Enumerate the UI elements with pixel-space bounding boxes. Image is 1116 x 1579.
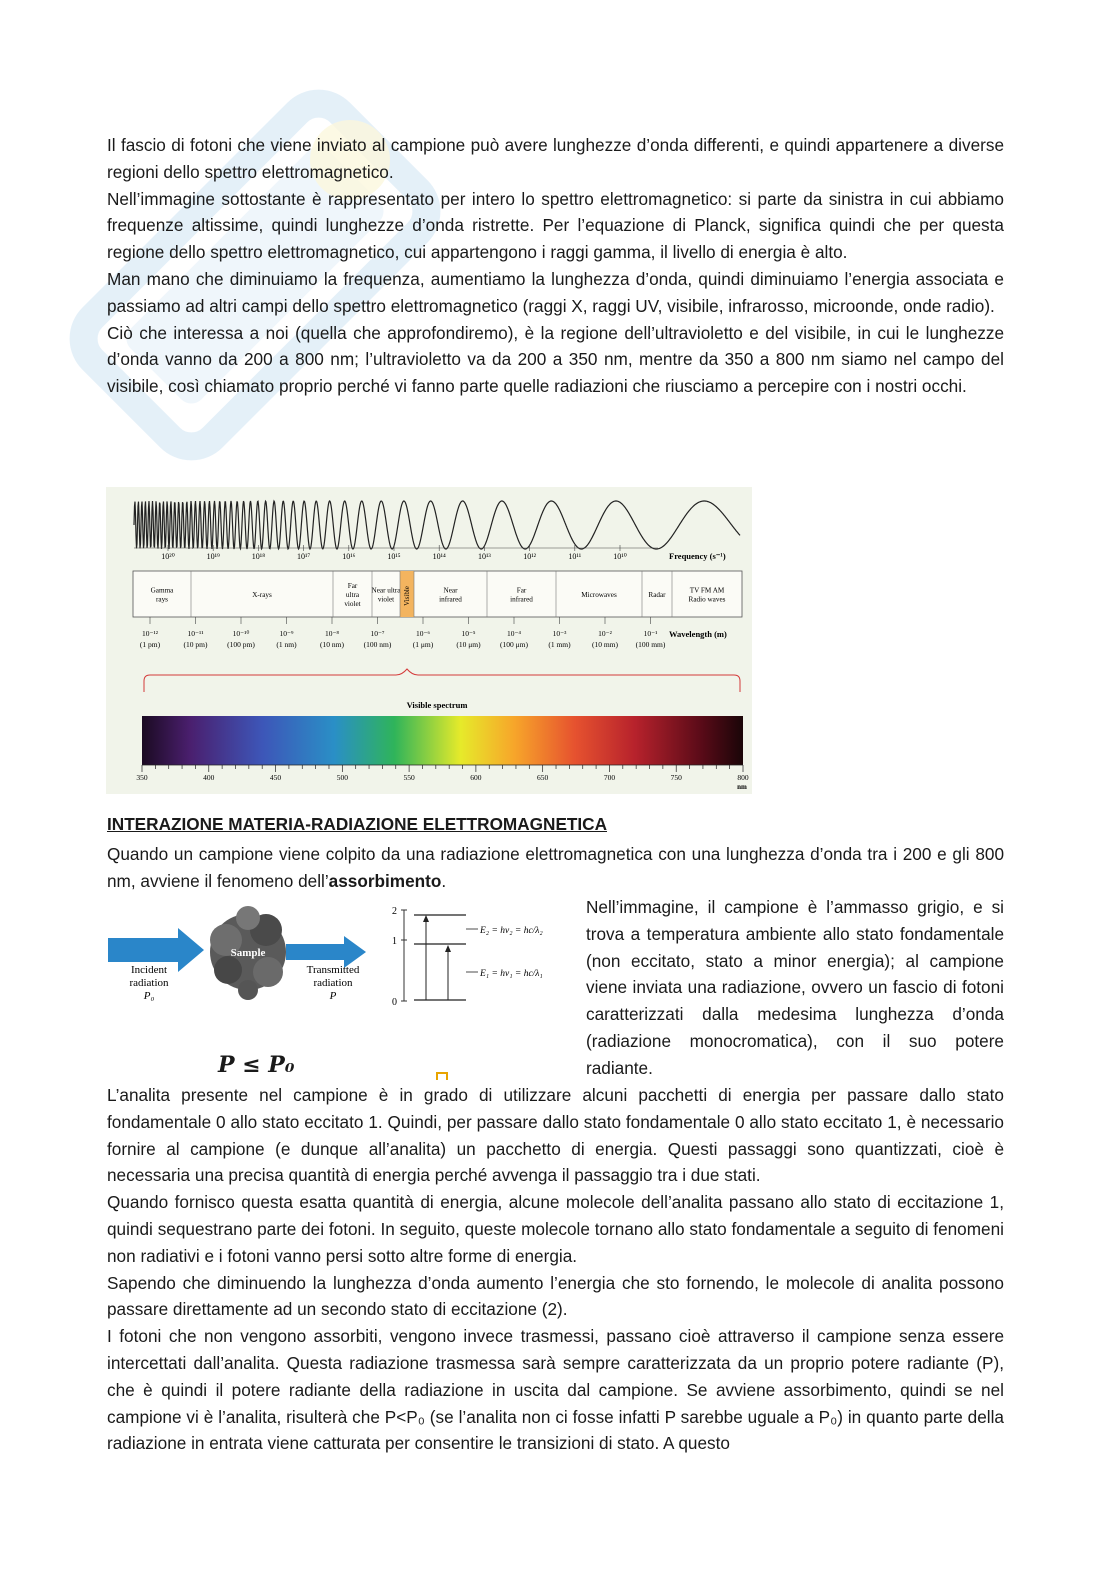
paragraph: Man mano che diminuiamo la frequenza, aumentiamo la lunghezza d’onda, quindi diminuiamo l’energia associata e passiamo ad altri campi dello spettro elettromagnetico (raggi X, raggi UV, visibile, infrarosso, microonde, onde radio). <box>107 268 1004 316</box>
wavelength-tick-label: 10⁻³ <box>552 629 567 638</box>
intro-paragraphs <box>107 132 1004 400</box>
region-label: Near infrared <box>439 586 462 604</box>
intro-end: . <box>441 870 447 891</box>
region-label: Far ultra violet <box>344 582 361 608</box>
nm-tick-label: 400 <box>203 773 215 782</box>
wavelength-unit-label: (10 nm) <box>320 640 344 649</box>
region-label: Near ultra violet <box>371 586 401 604</box>
sample-label: Sample <box>230 947 266 959</box>
section-heading: INTERAZIONE MATERIA-RADIAZIONE ELETTROMAGNETICA <box>107 814 608 834</box>
wavelength-tick-label: 10⁻⁸ <box>324 629 340 638</box>
em-spectrum-diagram <box>106 487 752 794</box>
visible-spectrum-bar <box>142 716 743 765</box>
transmitted-label: radiation <box>313 977 353 989</box>
wavelength-unit-label: (1 nm) <box>276 640 297 649</box>
wavelength-tick-label: 10⁻⁵ <box>461 629 476 638</box>
region-label: Microwaves <box>581 591 617 599</box>
wavelength-tick-label: 10⁻⁷ <box>370 629 385 638</box>
wave-curve <box>134 501 740 549</box>
wavelength-unit-label: (10 μm) <box>456 640 481 649</box>
wavelength-tick-label: 10⁻¹² <box>142 629 158 638</box>
wavelength-tick-label: 10⁻¹ <box>643 629 658 638</box>
paragraph: Quando fornisco questa esatta quantità di energia, alcune molecole dell’analita passano allo stato di eccitazione 1, quindi sequestrano parte dei fotoni. In seguito, queste molecole tornano allo stato fondamentale a seguito di fenomeni non radiativi e i fotoni vanno persi sotto altre forme di energia. <box>107 1192 1004 1266</box>
intro-text: Quando un campione viene colpito da una radiazione elettromagnetica con una lunghezza d’onda tra i 200 e gli 800 nm, avviene il fenomeno dell’ <box>107 844 1004 891</box>
body-paragraphs <box>107 1082 1004 1457</box>
nm-tick-label: 450 <box>269 773 282 782</box>
region-label: Visible <box>403 586 411 606</box>
level-label: 1 <box>392 936 397 947</box>
wavelength-tick-label: 10⁻¹⁰ <box>232 629 250 638</box>
frequency-tick-label: 10¹⁸ <box>251 552 265 561</box>
intro-absorption-paragraph <box>107 841 1004 895</box>
wavelength-tick-label: 10⁻⁶ <box>415 629 431 638</box>
frequency-axis-label: Frequency (s⁻¹) <box>669 551 726 561</box>
bracket-marker-icon <box>436 1072 448 1080</box>
paragraph: Nell’immagine sottostante è rappresentato per intero lo spettro elettromagnetico: si parte da sinistra in cui abbiamo frequenze altissime, quindi lunghezze d’onda ristrette. Per l’equazione di Planck, significa quindi che per questa regione dello spettro elettromagnetico, cui appartengono i raggi gamma, il livello di energia è alto. <box>107 188 1004 263</box>
incident-label: radiation <box>129 977 169 989</box>
wavelength-unit-label: (100 nm) <box>363 640 392 649</box>
nm-tick-label: 550 <box>403 773 415 782</box>
nm-unit-label: nm <box>737 783 747 791</box>
transmitted-label: Transmitted <box>306 964 360 976</box>
region-label: Far infrared <box>510 586 533 604</box>
wavelength-tick-label: 10⁻² <box>598 629 612 638</box>
transmitted-power: P <box>329 990 337 1002</box>
frequency-tick-label: 10¹⁶ <box>342 552 356 561</box>
wavelength-unit-label: (100 μm) <box>500 640 528 649</box>
frequency-tick-label: 10¹¹ <box>568 552 582 561</box>
absorption-figure <box>108 900 568 1030</box>
region-label: TV FM AM Radio waves <box>688 586 726 604</box>
nm-tick-label: 700 <box>603 773 616 782</box>
level-label: 2 <box>392 906 397 917</box>
visible-spectrum-label: Visible spectrum <box>406 700 468 710</box>
wavelength-unit-label: (100 pm) <box>227 640 255 649</box>
frequency-tick-label: 10¹⁵ <box>387 552 401 561</box>
incident-label: Incident <box>130 964 168 976</box>
nm-tick-label: 800 <box>737 773 749 782</box>
incident-power: P₀ <box>143 990 155 1002</box>
absorption-term: assorbimento <box>328 870 442 891</box>
wavelength-unit-label: (1 mm) <box>548 640 571 649</box>
frequency-tick-label: 10²⁰ <box>161 552 175 561</box>
frequency-tick-label: 10¹⁰ <box>613 552 627 561</box>
nm-tick-label: 350 <box>136 773 148 782</box>
power-inequality: P ≤ P₀ <box>218 1052 295 1078</box>
visible-bracket <box>144 669 740 692</box>
side-paragraph: Nell’immagine, il campione è l’ammasso grigio, e si trova a temperatura ambiente allo stato fondamentale (non eccitato, stato a minor energia); al campione viene inviata una radiazione, ovvero un fascio di fotoni caratterizzati dalla medesima lunghezza d’onda (radiazione monocromatica), con il suo potere radiante. <box>586 897 1004 1078</box>
region-label: Radar <box>648 591 666 599</box>
nm-tick-label: 650 <box>537 773 549 782</box>
wavelength-unit-label: (1 μm) <box>412 640 434 649</box>
frequency-tick-label: 10¹⁴ <box>432 552 446 561</box>
nm-tick-label: 600 <box>470 773 482 782</box>
paragraph: I fotoni che non vengono assorbiti, vengono invece trasmessi, passano cioè attraverso il campione senza essere intercettati dall’analita. Questa radiazione trasmessa sarà sempre caratterizzata da un proprio potere radiante (P), che è quindi il potere radiante della radiazione in uscita dal campione. Se avviene assorbimento, quindi se nel campione vi è l’analita, risulterà che P<P₀ (se l’analita non ci fosse infatti P sarebbe uguale a P₀) in quanto parte della radiazione in entrata viene catturata per consentire le transizioni di stato. A questo <box>107 1326 1004 1454</box>
frequency-tick-label: 10¹³ <box>478 552 491 561</box>
wavelength-axis-label: Wavelength (m) <box>669 629 727 639</box>
paragraph: Ciò che interessa a noi (quella che approfondiremo), è la regione dell’ultravioletto e del visibile, in cui le lunghezze d’onda vanno da 200 a 800 nm; l’ultravioletto va da 200 a 350 nm, mentre da 350 a 800 nm siamo nel campo del visibile, così chiamato proprio perché vi fanno parte quelle radiazioni che riusciamo a percepire con i nostri occhi. <box>107 322 1004 397</box>
e2-equation: E₂ = hν₂ = hc/λ₂ <box>480 926 543 936</box>
wavelength-tick-label: 10⁻⁴ <box>506 629 522 638</box>
nm-tick-label: 500 <box>336 773 348 782</box>
wavelength-unit-label: (10 mm) <box>591 640 619 649</box>
paragraph: L’analita presente nel campione è in grado di utilizzare alcuni pacchetti di energia per passare dallo stato fondamentale 0 allo stato eccitato 1. Quindi, per passare dallo stato fondamentale 0 allo stato eccitato 1, è necessario fornire al campione (e dunque all’analita) un pacchetto di energia. Questi passaggi sono quantizzati, cioè è necessaria una precisa quantità di energia perché avvenga il passaggio tra i due stati. <box>107 1085 1004 1186</box>
level-label: 0 <box>392 997 397 1008</box>
frequency-tick-label: 10¹⁹ <box>206 552 220 561</box>
nm-tick-label: 750 <box>670 773 682 782</box>
frequency-tick-label: 10¹⁷ <box>297 552 311 561</box>
wavelength-tick-label: 10⁻¹¹ <box>187 629 204 638</box>
paragraph: Il fascio di fotoni che viene inviato al campione può avere lunghezze d’onda differenti, e quindi appartenere a diverse regioni dello spettro elettromagnetico. <box>107 135 1004 182</box>
wavelength-tick-label: 10⁻⁹ <box>279 629 294 638</box>
region-label: Gamma rays <box>150 586 174 604</box>
region-label: X-rays <box>252 591 272 599</box>
paragraph: Sapendo che diminuendo la lunghezza d’onda aumento l’energia che sto fornendo, le molecole di analita possono passare direttamente ad un secondo stato di eccitazione (2). <box>107 1272 1004 1320</box>
wavelength-unit-label: (1 pm) <box>139 640 161 649</box>
wavelength-unit-label: (100 mm) <box>635 640 666 649</box>
em-spectrum-figure <box>106 487 752 794</box>
e1-equation: E₁ = hν₁ = hc/λ₁ <box>480 969 543 979</box>
frequency-tick-label: 10¹² <box>523 552 536 561</box>
wavelength-unit-label: (10 pm) <box>183 640 208 649</box>
